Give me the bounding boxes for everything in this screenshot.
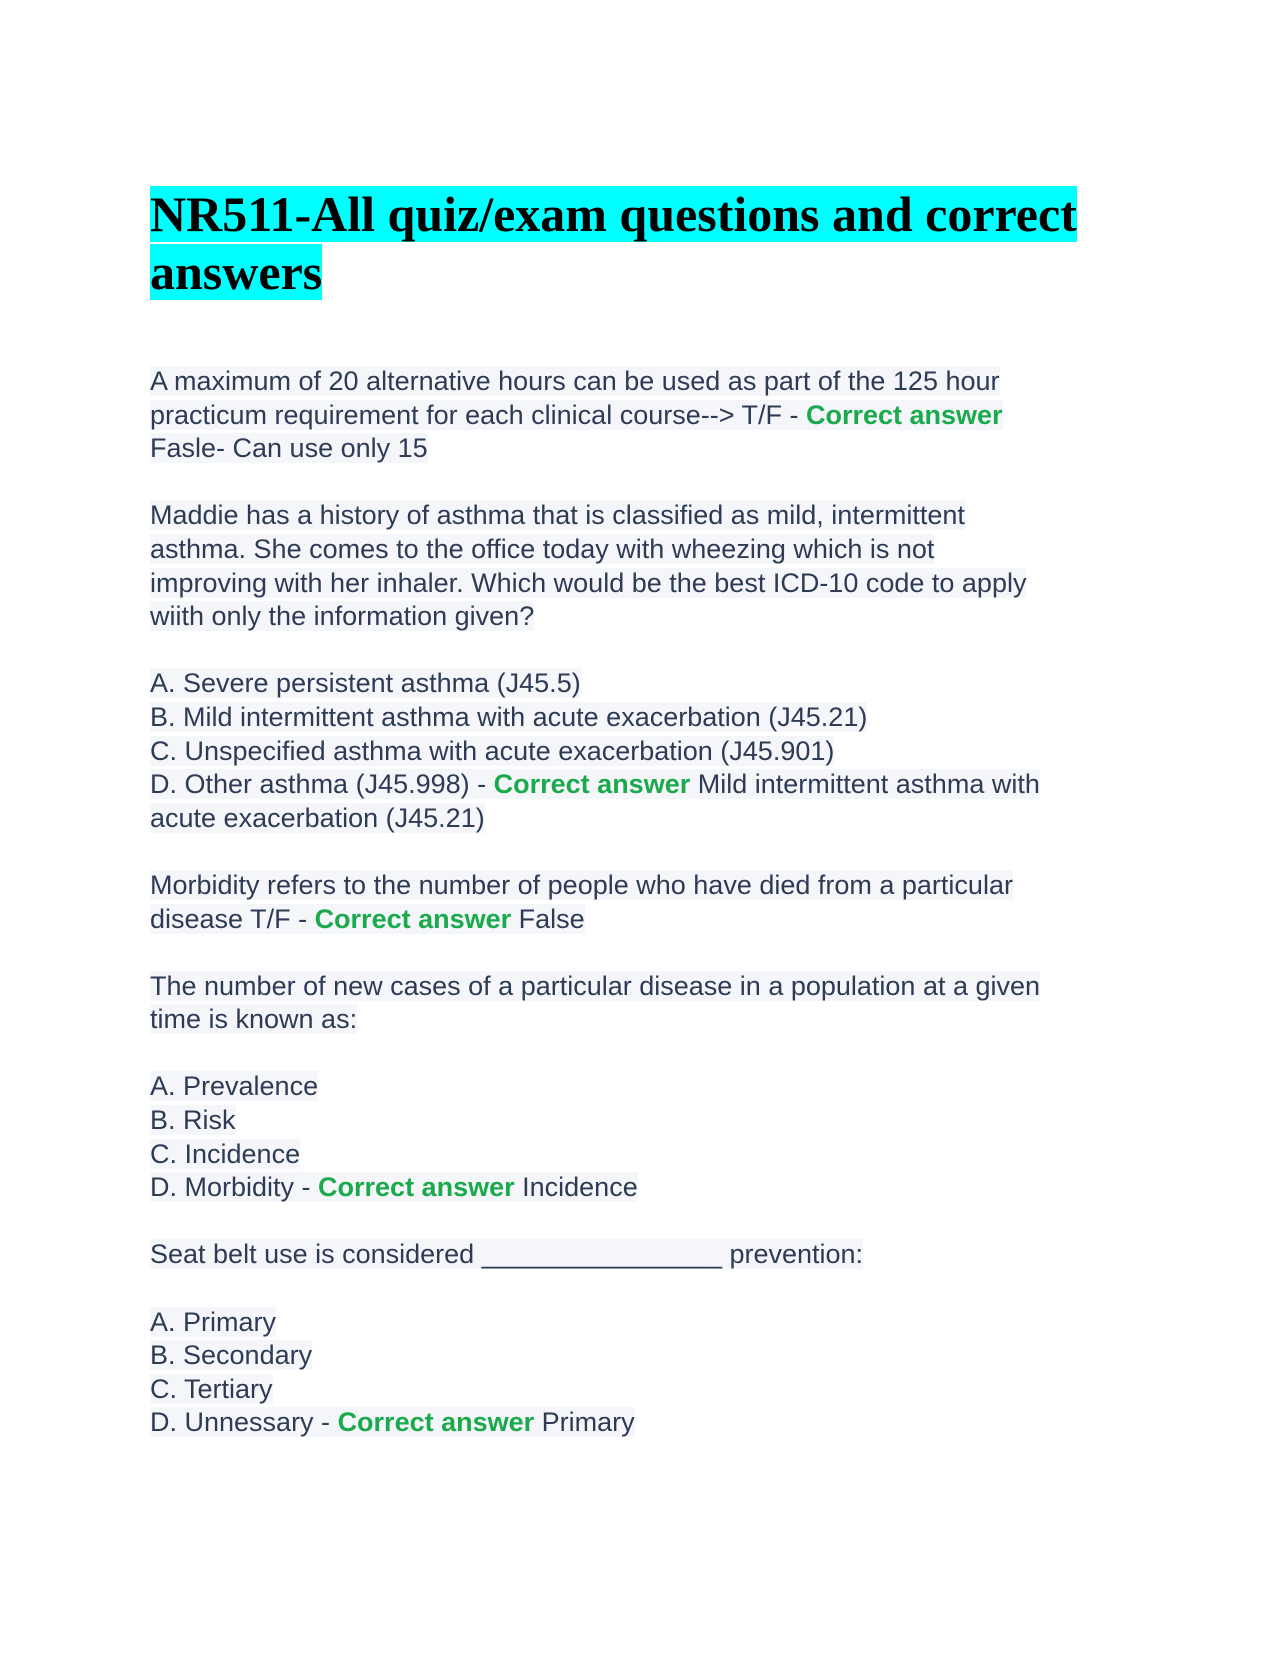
title-line-2: answers [150,244,323,300]
option-d: D. Morbidity - [150,1172,319,1203]
option-a: A. Prevalence [150,1071,319,1102]
option-c: C. Tertiary [150,1373,273,1404]
correct-answer-label: Correct answer [337,1407,535,1438]
option-b: B. Risk [150,1105,236,1136]
question-text: wiith only the information given? [150,601,535,632]
question-1 [150,365,1150,466]
answer-text: Primary [534,1407,635,1438]
option-a: A. Primary [150,1306,277,1337]
option-b: B. Mild intermittent asthma with acute exacerbation (J45.21) [150,701,868,732]
question-text: disease T/F - [150,903,315,934]
answer-text: acute exacerbation (J45.21) [150,802,485,833]
page-title [150,185,1150,301]
option-d: D. Other asthma (J45.998) - [150,769,494,800]
document-page [150,185,1150,1440]
question-text: A maximum of 20 alternative hours can be used as part of the 125 hour [150,366,1000,396]
correct-answer-label: Correct answer [805,399,1003,430]
question-text: improving with her inhaler. Which would be the best ICD-10 code to apply [150,567,1027,598]
question-3 [150,869,1150,936]
question-5 [150,1238,1150,1440]
question-text: practicum requirement for each clinical course--> T/F - [150,399,806,430]
correct-answer-label: Correct answer [318,1172,515,1203]
option-c: C. Incidence [150,1138,301,1169]
option-a: A. Severe persistent asthma (J45.5) [150,668,581,699]
option-c: C. Unspecified asthma with acute exacerbation (J45.901) [150,735,835,766]
answer-text: False [511,903,585,934]
question-text: time is known as: [150,1004,358,1035]
answer-text: Fasle- Can use only 15 [150,433,428,464]
option-d: D. Unnessary - [150,1407,338,1438]
answer-text: Mild intermittent asthma with [690,769,1040,800]
title-line-1: NR511-All quiz/exam questions and correct [150,186,1077,242]
question-text: The number of new cases of a particular disease in a population at a given [150,970,1041,1001]
question-text: asthma. She comes to the office today with wheezing which is not [150,533,935,564]
question-text: Seat belt use is considered ________________ prevention: [150,1239,864,1270]
question-2 [150,499,1150,835]
answer-text: Incidence [514,1172,638,1203]
option-b: B. Secondary [150,1340,313,1371]
question-text: Maddie has a history of asthma that is classified as mild, intermittent [150,500,965,531]
question-4 [150,970,1150,1205]
correct-answer-label: Correct answer [314,903,512,934]
correct-answer-label: Correct answer [493,769,691,800]
question-text: Morbidity refers to the number of people who have died from a particular [150,869,1013,900]
